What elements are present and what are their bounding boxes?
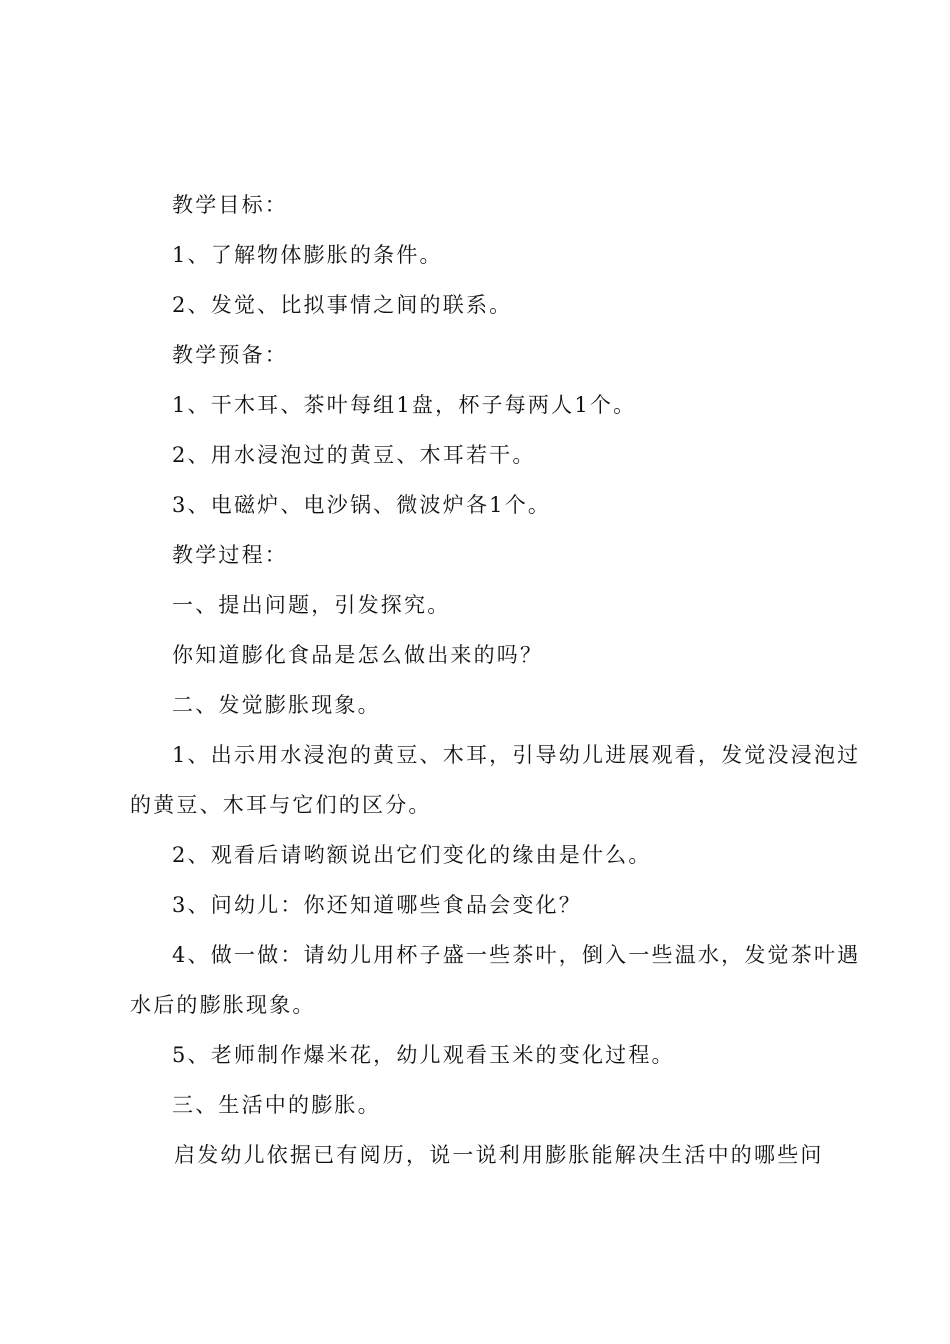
- goal-item-2: 2、发觉、比拟事情之间的联系。: [172, 293, 513, 317]
- section-heading-2: 二、发觉膨胀现象。: [172, 693, 381, 717]
- heading-teaching-preparation: 教学预备：: [172, 343, 288, 367]
- heading-teaching-goals: 教学目标：: [172, 193, 288, 217]
- paragraph-life-expansion: 启发幼儿依据已有阅历，说一说利用膨胀能解决生活中的哪些问: [174, 1143, 824, 1167]
- step-2: 2、观看后请哟额说出它们变化的缘由是什么。: [172, 843, 652, 867]
- preparation-item-3: 3、电磁炉、电沙锅、微波炉各1个。: [172, 493, 552, 517]
- step-4-line-2: 水后的膨胀现象。: [130, 993, 316, 1017]
- step-1-line-1: 1、出示用水浸泡的黄豆、木耳，引导幼儿进展观看，发觉没浸泡过: [172, 743, 861, 767]
- step-5: 5、老师制作爆米花，幼儿观看玉米的变化过程。: [172, 1043, 675, 1067]
- preparation-item-2: 2、用水浸泡过的黄豆、木耳若干。: [172, 443, 536, 467]
- section-heading-1: 一、提出问题，引发探究。: [172, 593, 451, 617]
- step-3: 3、问幼儿：你还知道哪些食品会变化？: [172, 893, 582, 917]
- paragraph-question: 你知道膨化食品是怎么做出来的吗？: [172, 643, 544, 667]
- goal-item-1: 1、了解物体膨胀的条件。: [172, 243, 443, 267]
- section-heading-3: 三、生活中的膨胀。: [172, 1093, 381, 1117]
- step-1-line-2: 的黄豆、木耳与它们的区分。: [130, 793, 432, 817]
- preparation-item-1: 1、干木耳、茶叶每组1盘，杯子每两人1个。: [172, 393, 637, 417]
- heading-teaching-process: 教学过程：: [172, 543, 288, 567]
- document-body: [130, 180, 861, 1180]
- step-4-line-1: 4、做一做：请幼儿用杯子盛一些茶叶，倒入一些温水，发觉茶叶遇: [172, 943, 861, 967]
